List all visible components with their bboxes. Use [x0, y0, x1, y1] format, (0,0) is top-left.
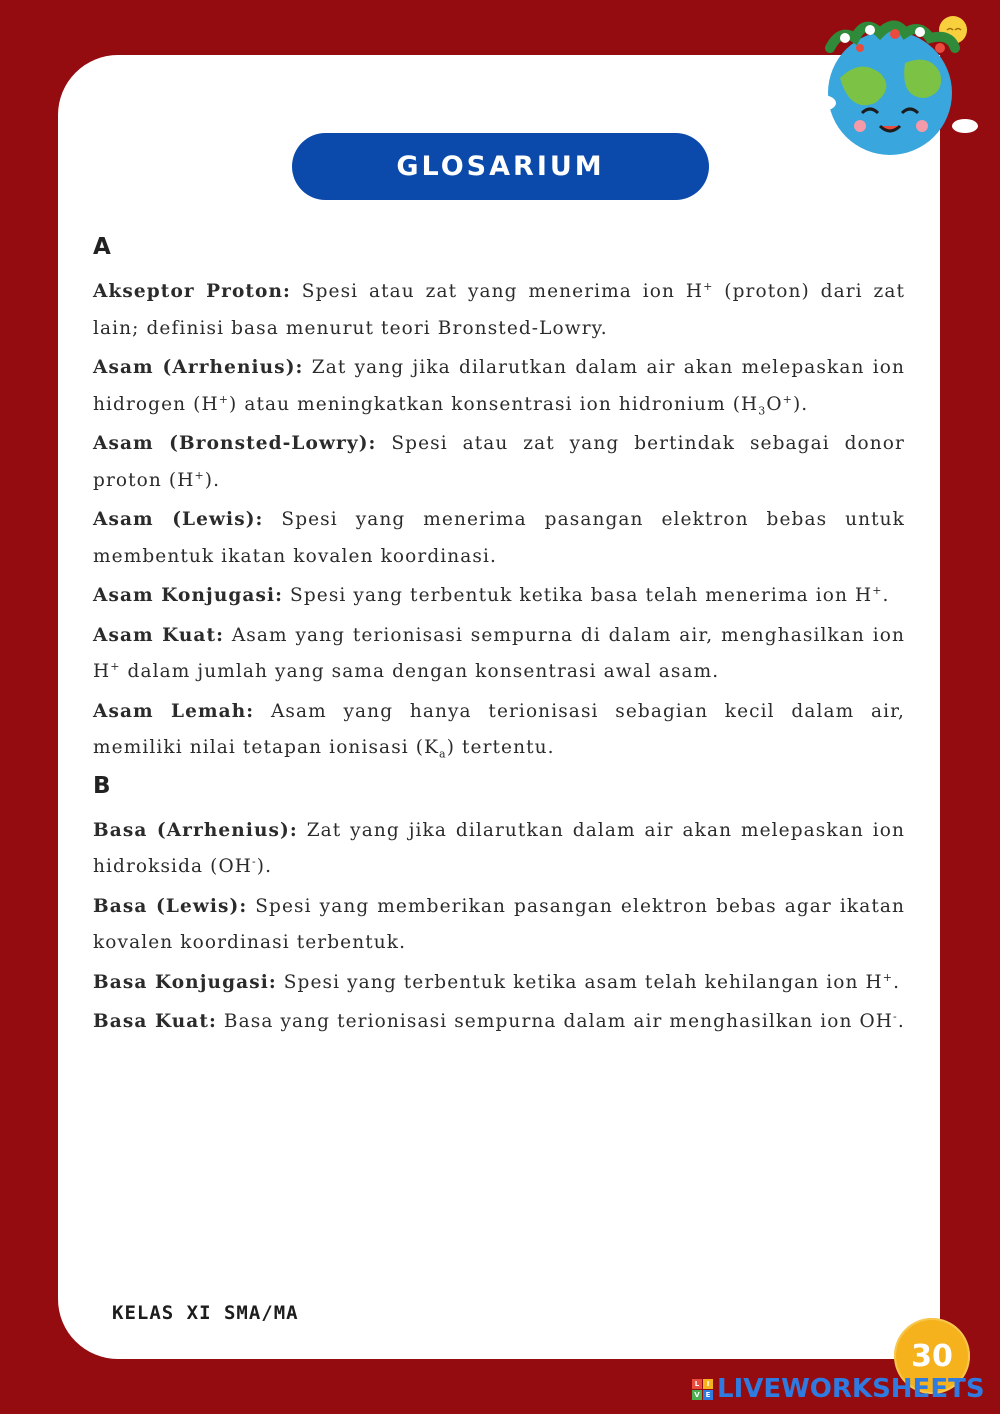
subscript: 3: [758, 404, 767, 418]
glossary-term: Asam (Arrhenius):: [93, 357, 304, 378]
superscript: +: [194, 468, 205, 482]
glossary-entry: Asam (Bronsted-Lowry): Spesi atau zat yang bertindak sebagai donor proton (H+).: [93, 433, 905, 491]
glossary-term: Basa (Lewis):: [93, 895, 248, 917]
glossary-entry: Asam (Arrhenius): Zat yang jika dilarutkan dalam air akan melepaskan ion hidrogen (H+) atau meningkatkan konsentrasi ion hidronium $(H_3O^+)$.: [93, 357, 905, 418]
glossary-entry: Basa Kuat: Basa yang terionisasi sempurna dalam air menghasilkan ion OH-.: [93, 1009, 905, 1032]
glossary-entry: Asam (Lewis): Spesi yang menerima pasangan elektron bebas untuk membentuk ikatan kovalen koordinasi.: [93, 509, 905, 567]
superscript: +: [110, 659, 121, 673]
glossary-entry: Asam Konjugasi: Spesi yang terbentuk ketika basa telah menerima ion H+.: [93, 583, 890, 606]
glossary-term: Basa Kuat:: [93, 1011, 217, 1032]
glossary-term: Akseptor Proton:: [93, 281, 291, 302]
glossary-entry: Asam Kuat: Asam yang terionisasi sempurna di dalam air, menghasilkan ion H+ dalam jumlah yang sama dengan konsentrasi awal asam.: [93, 624, 905, 682]
watermark-text: LIVEWORKSHEETS: [717, 1374, 985, 1404]
section-letter: A: [93, 234, 111, 260]
logo-square: I: [703, 1379, 713, 1389]
glossary-entry: Basa (Arrhenius): Zat yang jika dilarutkan dalam air akan melepaskan ion hidroksida (OH-).: [93, 819, 905, 877]
liveworksheets-watermark[interactable]: [692, 1374, 985, 1404]
logo-square: L: [692, 1379, 702, 1389]
subscript: a: [439, 747, 447, 761]
superscript: +: [882, 970, 894, 984]
glossary-term: Asam Konjugasi:: [93, 585, 284, 606]
footer-class-label: KELAS XI SMA/MA: [112, 1302, 299, 1324]
superscript: +: [218, 392, 230, 406]
liveworksheets-logo-icon: [692, 1379, 713, 1400]
glossary-term: Asam Kuat:: [93, 624, 225, 646]
logo-square: V: [692, 1390, 702, 1400]
glossary-entry: Basa (Lewis): Spesi yang memberikan pasangan elektron bebas agar ikatan kovalen koordinasi terbentuk.: [93, 895, 906, 953]
glossary-entry: Basa Konjugasi: Spesi yang terbentuk ketika asam telah kehilangan ion H+.: [93, 970, 901, 993]
superscript: -: [251, 854, 257, 868]
glossary-entry: Asam Lemah: Asam yang hanya terionisasi sebagian kecil dalam air, memiliki nilai tetapan ionisasi $(K_a)$ tertentu.: [93, 700, 905, 761]
superscript: -: [893, 1009, 898, 1023]
superscript: +: [703, 279, 714, 293]
glossary-term: Asam (Bronsted-Lowry):: [93, 433, 377, 454]
superscript: +: [782, 392, 793, 406]
glossary-term: Asam Lemah:: [93, 700, 255, 722]
section-letter: B: [93, 772, 111, 799]
superscript: +: [872, 583, 883, 597]
glossary-content: [93, 228, 905, 1044]
page-title: GLOSARIUM: [292, 133, 709, 200]
page-number-badge: 30: [894, 1318, 970, 1394]
glossary-term: Basa (Arrhenius):: [93, 819, 298, 841]
glossary-term: Basa Konjugasi:: [93, 971, 277, 993]
logo-square: E: [703, 1390, 713, 1400]
smiling-earth-globe-icon: [800, 8, 980, 158]
glossary-entry: Akseptor Proton: Spesi atau zat yang menerima ion H+ (proton) dari zat lain; definisi basa menurut teori Bronsted-Lowry.: [93, 279, 906, 339]
glossary-term: Asam (Lewis):: [93, 509, 264, 530]
